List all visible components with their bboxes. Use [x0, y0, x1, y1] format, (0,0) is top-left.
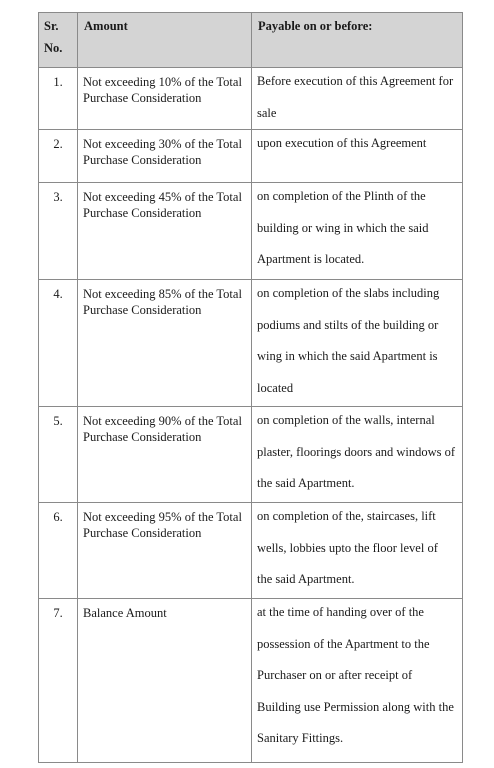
table-row	[39, 407, 463, 503]
row-sr: 4.	[39, 280, 78, 407]
row-amount: Not exceeding 85% of the Total Purchase Consideration	[78, 280, 252, 407]
table-row	[39, 280, 463, 407]
row-sr: 3.	[39, 183, 78, 280]
table-row	[39, 503, 463, 599]
row-payable: on completion of the slabs including podiums and stilts of the building or wing in which the said Apartment is located	[252, 280, 463, 407]
row-sr: 2.	[39, 130, 78, 183]
row-amount: Not exceeding 95% of the Total Purchase Consideration	[78, 503, 252, 599]
row-sr: 1.	[39, 68, 78, 130]
row-payable: Before execution of this Agreement for sale	[252, 68, 463, 130]
row-payable: on completion of the, staircases, lift wells, lobbies upto the floor level of the said Apartment.	[252, 503, 463, 599]
row-payable: at the time of handing over of the possession of the Apartment to the Purchaser on or after receipt of Building use Permission along with the Sanitary Fittings.	[252, 599, 463, 763]
row-amount: Not exceeding 45% of the Total Purchase Consideration	[78, 183, 252, 280]
header-amount: Amount	[78, 13, 252, 68]
table-row	[39, 183, 463, 280]
payment-schedule-table	[38, 12, 463, 763]
row-amount: Balance Amount	[78, 599, 252, 763]
row-payable: on completion of the Plinth of the building or wing in which the said Apartment is located.	[252, 183, 463, 280]
table-row	[39, 68, 463, 130]
row-sr: 7.	[39, 599, 78, 763]
table-row	[39, 599, 463, 763]
row-amount: Not exceeding 30% of the Total Purchase Consideration	[78, 130, 252, 183]
row-amount: Not exceeding 10% of the Total Purchase Consideration	[78, 68, 252, 130]
row-amount: Not exceeding 90% of the Total Purchase Consideration	[78, 407, 252, 503]
row-sr: 5.	[39, 407, 78, 503]
row-payable: upon execution of this Agreement	[252, 130, 463, 183]
header-payable: Payable on or before:	[252, 13, 463, 68]
row-payable: on completion of the walls, internal plaster, floorings doors and windows of the said Apartment.	[252, 407, 463, 503]
row-sr: 6.	[39, 503, 78, 599]
header-sr-no: Sr. No.	[39, 13, 78, 68]
